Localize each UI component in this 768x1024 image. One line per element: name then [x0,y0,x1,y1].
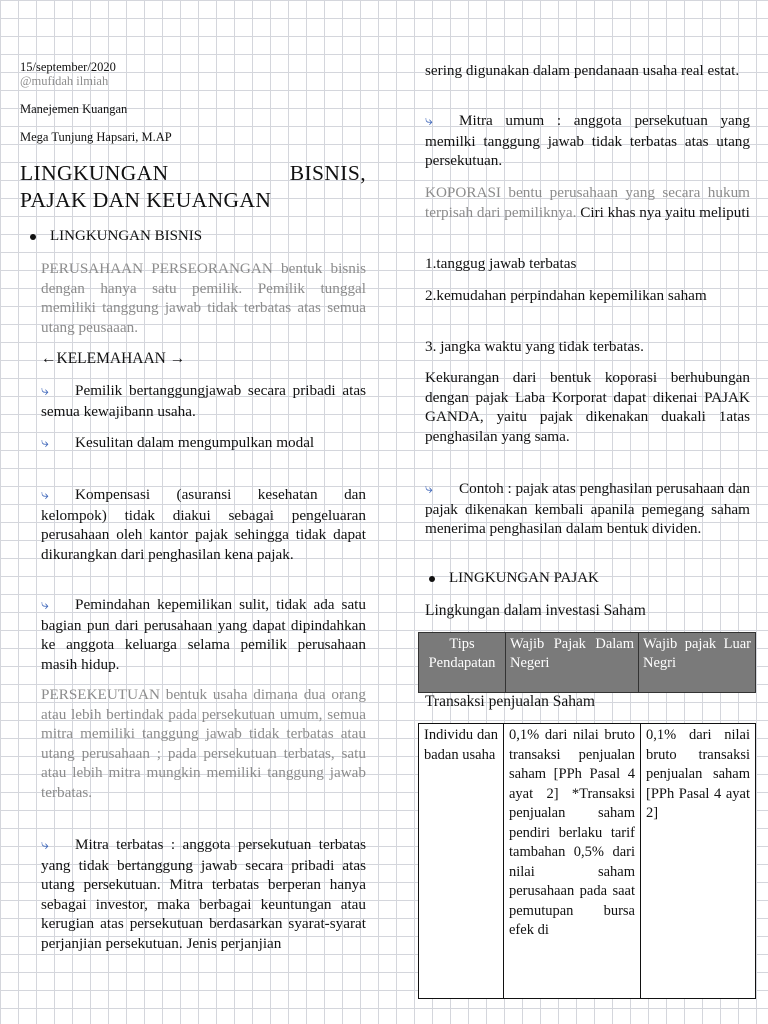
title-word-2: BISNIS, [289,161,366,185]
transaksi-label: Transaksi penjualan Saham [425,693,595,710]
perseorangan-paragraph: PERUSAHAAN PERSEORANGAN bentuk bisnis dengan hanya satu pemilik. Pemilik tunggal memiliki tanggung jawab tidak terbatas atas semua utang peusaaan. [41,260,366,336]
list-item [41,433,366,454]
list-item-text: Mitra umum : anggota persekutuan yang memilki tanggung jawab tidak terbatas atas utang persekutuan. [425,112,750,169]
list-item-text: Mitra terbatas : anggota persekutuan terbatas yang tidak bertanggung jawab secara pribadi atas utang persekutuan. Mitra terbatas berperan hanya sebagai investor, maka berbagai keuntungan atau kerugian atas persekutuan berdasarkan syarat-syarat perjanjian persekutuan. Jenis perjanjian [41,836,366,952]
table-cell: 0,1% dari nilai bruto transaksi penjualan saham [PPh Pasal 4 ayat 2] *Transaksi penjualan saham pendiri berlaku tarif tambahan 0,5% dari nilai saham perusahaan pada saat pemutupan bursa efek di [504,724,641,999]
table-cell: Individu dan badan usaha [419,724,504,999]
persekutuan-paragraph: PERSEKEUTUAN bentuk usaha dimana dua orang atau lebih bertindak pada persekutuan umum, semua mitra memiliki tanggung jawab tidak terbatas atau utang perusahaan ; pada persekutuan terbatas, satu atau lebih mitra mungkin memiliki tanggung jawab terbatas. [41,686,366,801]
section-heading-pajak [429,570,599,587]
tax-table-body [418,723,756,999]
investasi-heading: Lingkungan dalam investasi Saham [425,602,646,619]
koporasi-ciri: Ciri khas nya yaitu meliputi [580,203,750,221]
arrow-icon: ⤷ [425,113,433,129]
section-heading-label: LINGKUNGAN PAJAK [449,570,599,586]
list-item [425,111,750,171]
title-word-1: LINGKUNGAN [20,161,169,185]
list-item [425,479,750,539]
bullet-icon [30,234,36,240]
list-item-text: Contoh : pajak atas penghasilan perusahaan dan pajak dikenakan kembali apanila pemegang saham menerima penghasilan dalam bentuk dividen. [425,480,751,537]
table-row [419,724,756,999]
arrow-icon: ⤷ [41,435,49,451]
list-item [41,381,366,421]
section-heading-label: LINGKUNGAN BISNIS [50,228,203,244]
arrow-icon: ⤷ [41,383,49,399]
ciri-item: 2.kemudahan perpindahan kepemilikan saham [425,287,707,304]
arrow-icon: ⤷ [425,481,433,497]
list-item-text: Kesulitan dalam mengumpulkan modal [75,434,315,451]
page-title [20,160,366,214]
ciri-item: 3. jangka waktu yang tidak terbatas. [425,338,644,355]
course-name: Manejemen Kuangan [20,102,128,116]
title-line-2: PAJAK DAN KEUANGAN [20,188,272,212]
arrow-icon: ⤷ [41,487,49,503]
tax-table-header [418,632,756,693]
arrow-icon: ⤷ [41,837,49,853]
arrow-icon: ⤷ [41,597,49,613]
table-row [419,633,756,693]
list-item-text: Pemindahan kepemilikan sulit, tidak ada satu bagian pun dari perusahaan yang dapat dipindahkan ke anggota keluarga selama pemilik perusahaan masih hidup. [41,596,366,673]
list-item [41,835,366,953]
author-handle: @mufidah ilmiah [20,74,109,88]
list-item-text: Kompensasi (asuransi kesehatan dan kelompok) tidak diakui sebagai pengeluaran perusahaan oleh kantor pajak sehingga tidak dapat dikurangkan dari penghasilan kena pajak. [41,486,366,563]
table-header-cell: Tips Pendapatan [419,633,506,693]
table-cell: 0,1% dari nilai bruto transaksi penjualan saham [PPh Pasal 4 ayat 2] [641,724,756,999]
table-header-cell: Wajib pajak Luar Negri [639,633,756,693]
table-header-cell: Wajib Pajak Dalam Negeri [506,633,639,693]
koporasi-paragraph [425,183,750,222]
kekurangan-paragraph: Kekurangan dari bentuk koporasi berhubungan dengan pajak Laba Korporat dapat dikenai PAJAK GANDA, yaitu pajak dikenakan duakali 1atas penghasilan yang sama. [425,369,750,445]
list-item-text: Pemilik bertanggungjawab secara pribadi atas semua kewajibann usaha. [41,382,366,420]
kelemahan-heading: ←KELEMAHAAN → [41,350,186,367]
date-text: 15/september/2020 [20,60,116,74]
author-name: Mega Tunjung Hapsari, M.AP [20,130,172,144]
ciri-item: 1.tanggug jawab terbatas [425,255,577,272]
koporasi-definition: KOPORASI bentu perusahaan yang secara hukum terpisah dari pemiliknya. [425,184,750,221]
section-heading-bisnis [30,228,202,245]
list-item [41,485,366,564]
list-item [41,595,366,674]
continued-paragraph: sering digunakan dalam pendanaan usaha real estat. [425,62,740,79]
bullet-icon [429,576,435,582]
